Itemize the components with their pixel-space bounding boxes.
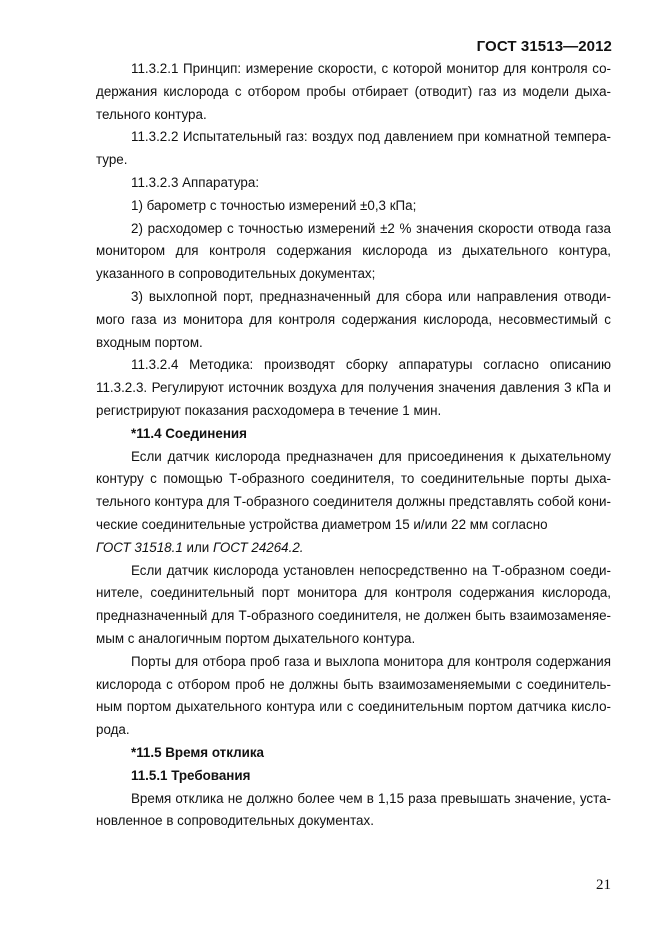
section-heading-11-4: *11.4 Соединения [131, 425, 247, 441]
paragraph-connections-2: Если датчик кислорода установлен непосредственно на Т-образном соединителе, соединительный порт монитора для контроля содержания кислорода, предназначенный для Т-образного соединителя, не должен быть взаимозаменяемым с аналогичным портом дыхательного контура. [96, 562, 611, 646]
standard-reference-31518: ГОСТ 31518.1 [96, 539, 183, 555]
document-body [96, 58, 611, 833]
list-item-1: 1) барометр с точностью измерений ±0,3 кПа; [131, 197, 417, 213]
standard-reference-24264: ГОСТ 24264.2. [213, 539, 304, 555]
paragraph-response-time: Время отклика не должно более чем в 1,15 раза превышать значение, установленное в сопроводительных документах. [96, 790, 611, 829]
document-header: ГОСТ 31513—2012 [476, 38, 612, 55]
paragraph-connections-1: Если датчик кислорода предназначен для присоединения к дыхательному контуру с помощью Т-образного соединителя, то соединительные порты дыхательного контура для Т-образного соединителя должны представлять собой конические соединительные устройства диаметром 15 и/или 22 мм согласно [96, 448, 611, 532]
paragraph-connections-3: Порты для отбора проб газа и выхлопа монитора для контроля содержания кислорода с отбором проб не должны быть взаимозаменяемыми с соединительным портом дыхательного контура или с соединительным портом датчика кислорода. [96, 653, 611, 738]
section-heading-11-5: *11.5 Время отклика [131, 744, 264, 760]
paragraph-11-3-2-4: 11.3.2.4 Методика: производят сборку аппаратуры согласно описанию 11.3.2.3. Регулируют источник воздуха для получения значения давления 3 кПа и регистрируют показания расходомера в течение 1 мин. [96, 357, 611, 418]
page-number: 21 [596, 877, 611, 893]
paragraph-11-3-2-2: 11.3.2.2 Испытательный газ: воздух под давлением при комнатной температуре. [96, 129, 611, 168]
subsection-heading-11-5-1: 11.5.1 Требования [131, 767, 251, 783]
paragraph-standards-reference [96, 537, 611, 560]
paragraph-11-3-2-3: 11.3.2.3 Аппаратура: [131, 174, 260, 190]
list-item-3: 3) выхлопной порт, предназначенный для сбора или направления отводимого газа из монитора для контроля содержания кислорода, несовместимый с входным портом. [96, 288, 611, 350]
list-item-2: 2) расходомер с точностью измерений ±2 % значения скорости отвода газа монитором для контроля содержания кислорода из дыхательного контура, указанного в сопроводительных документах; [96, 220, 611, 282]
reference-conjunction: или [182, 539, 214, 555]
paragraph-11-3-2-1: 11.3.2.1 Принцип: измерение скорости, с которой монитор для контроля содержания кислорода с отбором пробы отбирает (отводит) газ из модели дыхательного контура. [96, 61, 611, 122]
